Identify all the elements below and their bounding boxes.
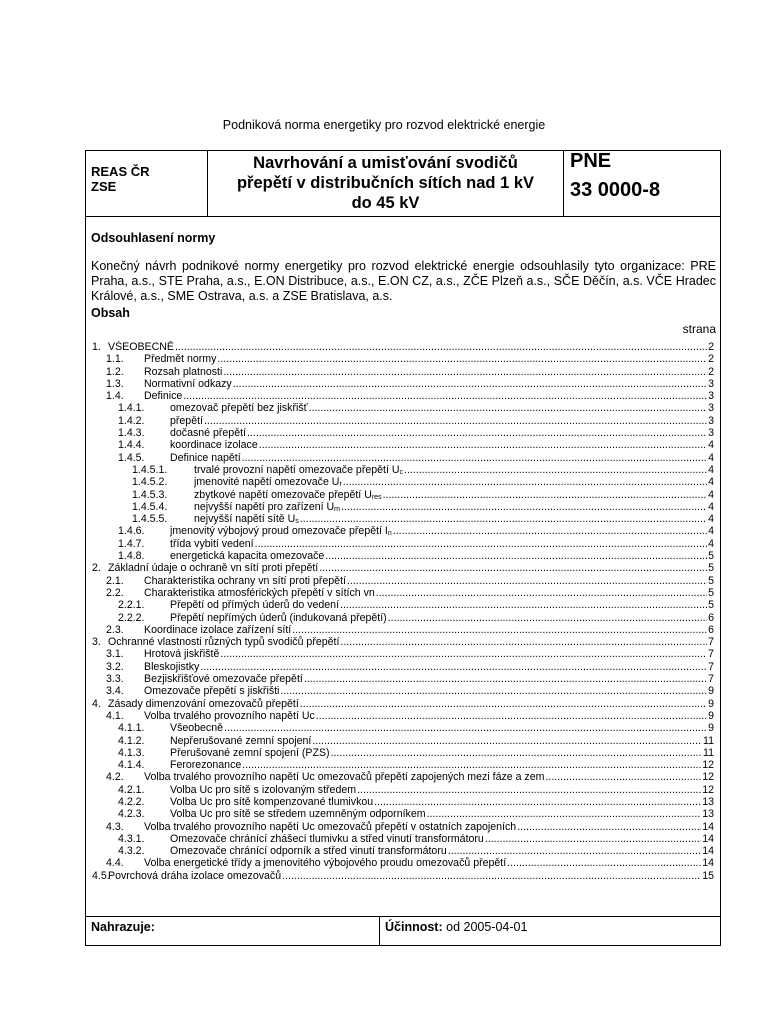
toc-entry-page: 15 [702, 869, 714, 882]
toc-entry-page: 7 [708, 673, 714, 686]
toc-entry-number: 2.1. [106, 574, 124, 587]
toc-entry-subscript: c [399, 468, 404, 476]
toc-entry-number: 2.2.2. [118, 611, 145, 624]
toc-entry-title-text: Zásady dimenzování omezovačů přepětí [108, 697, 299, 710]
toc-entry-number: 4.5. [92, 869, 110, 882]
toc-entry-title-text: zbytkové napětí omezovače přepětí U [194, 488, 372, 501]
toc-dot-leader [393, 525, 707, 537]
toc-entry-number: 4.1.4. [118, 759, 145, 772]
toc-entry-page: 9 [708, 685, 714, 698]
toc-entry-number: 1.4.4. [118, 439, 145, 452]
toc-entry-page: 5 [708, 586, 714, 599]
toc-entry-number: 1.4.5.5. [132, 513, 168, 526]
toc-entry-title-text: Volba trvalého provozního napětí Uc [144, 709, 315, 722]
toc-dot-leader [309, 402, 707, 414]
toc-entry-number: 4.1.2. [118, 734, 145, 747]
title-block [86, 151, 720, 217]
toc-entry-page: 4 [708, 525, 714, 538]
toc-dot-leader [448, 845, 701, 857]
toc-entry-title [170, 759, 242, 771]
toc-entry-page: 4 [708, 476, 714, 489]
toc-entry-title [144, 366, 223, 378]
toc-entry[interactable] [92, 673, 714, 685]
toc-entry-title-text: Všeobecně [170, 722, 224, 735]
table-of-contents [92, 341, 714, 882]
toc-entry-page: 7 [708, 648, 714, 661]
toc-entry-subscript: s [295, 518, 299, 526]
toc-entry-page: 4 [708, 488, 714, 501]
document-header-note: Podniková norma energetiky pro rozvod elektrické energie [222, 118, 546, 132]
toc-entry-title-text: trvalé provozní napětí omezovače přepětí U [194, 463, 400, 476]
toc-entry-title [170, 538, 255, 550]
toc-entry-number: 1.4.5.4. [132, 500, 168, 513]
toc-entry-number: 2.3. [106, 623, 124, 636]
toc-entry-page: 4 [708, 439, 714, 452]
pne-label: PNE [570, 150, 612, 172]
toc-dot-leader [376, 587, 707, 599]
toc-entry-title-text: Přerušované zemní spojení (PZS) [170, 746, 330, 759]
toc-dot-leader [242, 759, 701, 771]
toc-entry-title-text: Volba Uc pro sítě s izolovaným středem [170, 783, 357, 796]
toc-entry[interactable] [92, 747, 714, 759]
toc-entry-page: 13 [702, 795, 714, 808]
toc-entry[interactable] [92, 808, 714, 820]
toc-entry-title [170, 612, 388, 624]
toc-entry-title [144, 771, 545, 783]
toc-entry-title-text: Charakteristika ochrany vn sítí proti přepětí [144, 574, 346, 587]
toc-dot-leader [304, 673, 707, 685]
toc-entry-number: 4.2.2. [118, 795, 145, 808]
toc-entry[interactable] [92, 427, 714, 439]
toc-entry-title-text: jmenovité napětí omezovače U [194, 476, 340, 489]
toc-entry-title [194, 501, 341, 513]
toc-entry-title-text: Bleskojistky [144, 660, 200, 673]
toc-entry-number: 1. [92, 341, 101, 353]
toc-entry-title [144, 857, 507, 869]
organization-line-1: REAS ČR [91, 164, 150, 179]
toc-entry-subscript: m [334, 505, 340, 513]
toc-entry-subscript: r [339, 481, 342, 489]
toc-entry[interactable] [92, 833, 714, 845]
norm-cover-frame [85, 150, 721, 946]
toc-entry[interactable] [92, 452, 714, 464]
toc-entry[interactable] [92, 710, 714, 722]
pne-cell [564, 151, 720, 216]
toc-entry-title [108, 562, 319, 574]
toc-entry-number: 4.1.3. [118, 746, 145, 759]
toc-dot-leader [343, 476, 707, 488]
toc-dot-leader [485, 833, 701, 845]
toc-entry-title [170, 402, 309, 414]
toc-entry-number: 1.1. [106, 353, 124, 366]
toc-entry-number: 4.1.1. [118, 722, 145, 735]
toc-entry[interactable] [92, 353, 714, 365]
toc-entry-page: 3 [708, 427, 714, 440]
toc-entry[interactable] [92, 648, 714, 660]
toc-dot-leader [404, 464, 707, 476]
toc-entry-page: 12 [702, 783, 714, 796]
toc-entry[interactable] [92, 722, 714, 734]
toc-entry[interactable] [92, 784, 714, 796]
toc-entry-title [194, 464, 404, 476]
toc-entry-title [170, 845, 448, 857]
toc-entry-number: 4.3. [106, 820, 124, 833]
toc-entry-title-text: omezovač přepětí bez jiskřišť [170, 402, 308, 415]
toc-entry-page: 14 [702, 820, 714, 833]
toc-entry[interactable] [92, 390, 714, 402]
toc-entry-page: 13 [702, 808, 714, 821]
toc-entry-page: 3 [708, 402, 714, 415]
toc-entry-number: 4.1. [106, 709, 124, 722]
toc-dot-leader [175, 341, 707, 353]
toc-dot-leader [312, 735, 702, 747]
toc-dot-leader [282, 870, 701, 882]
toc-entry-page: 5 [708, 550, 714, 563]
toc-entry-title [144, 648, 220, 660]
contents-page-label: strana [682, 322, 716, 336]
toc-entry-title [170, 452, 242, 464]
toc-entry[interactable] [92, 599, 714, 611]
effective-value: od 2005-04-01 [446, 920, 528, 934]
toc-entry-title [170, 747, 331, 759]
toc-entry-page: 7 [708, 636, 714, 649]
toc-entry-title [144, 685, 280, 697]
toc-entry-page: 6 [708, 611, 714, 624]
toc-dot-leader [388, 612, 707, 624]
toc-dot-leader [347, 575, 707, 587]
toc-entry-title-text: Volba Uc pro sítě kompenzované tlumivkou [170, 795, 374, 808]
toc-entry-title-text: Přepětí od přímých úderů do vedení [170, 599, 340, 612]
toc-entry-title [170, 415, 204, 427]
toc-entry-title [170, 735, 312, 747]
toc-entry-page: 9 [708, 709, 714, 722]
toc-entry-number: 1.4.6. [118, 525, 145, 538]
toc-entry-title-text: Omezovače přepětí s jiskřišti [144, 685, 280, 698]
toc-entry[interactable] [92, 624, 714, 636]
toc-entry[interactable] [92, 771, 714, 783]
toc-dot-leader [247, 427, 707, 439]
toc-entry[interactable] [92, 870, 714, 882]
toc-entry-page: 3 [708, 390, 714, 403]
toc-entry-title-text: Definice [144, 390, 183, 403]
toc-dot-leader [319, 562, 707, 574]
effective-date [380, 917, 720, 945]
toc-entry[interactable] [92, 489, 714, 501]
toc-entry-title-text: Přepětí nepřímých úderů (indukovaná přepětí) [170, 611, 387, 624]
toc-entry-number: 1.4.5.2. [132, 476, 168, 489]
toc-dot-leader [259, 439, 707, 451]
toc-entry-number: 1.2. [106, 365, 124, 378]
toc-entry[interactable] [92, 464, 714, 476]
toc-entry-number: 2.2.1. [118, 599, 145, 612]
toc-entry-page: 11 [703, 746, 714, 759]
toc-entry-title-text: Omezovače chránící odporník a střed vinutí transformátoru [170, 845, 447, 858]
pne-number: 33 0000-8 [570, 179, 661, 201]
toc-entry-title [108, 698, 300, 710]
toc-dot-leader [331, 747, 702, 759]
toc-entry-title [170, 525, 393, 537]
toc-entry[interactable] [92, 415, 714, 427]
toc-entry-title-text: Bezjiskřišťové omezovače přepětí [144, 673, 303, 686]
toc-entry-number: 1.4.3. [118, 427, 145, 440]
toc-entry[interactable] [92, 685, 714, 697]
toc-entry[interactable] [92, 513, 714, 525]
toc-entry-page: 5 [708, 574, 714, 587]
toc-entry[interactable] [92, 796, 714, 808]
toc-entry[interactable] [92, 366, 714, 378]
toc-dot-leader [300, 513, 707, 525]
toc-entry-page: 7 [708, 660, 714, 673]
toc-entry-page: 3 [708, 377, 714, 390]
toc-dot-leader [545, 771, 701, 783]
toc-entry-number: 4. [92, 697, 101, 710]
toc-entry-title [144, 587, 376, 599]
toc-entry-title [108, 341, 175, 353]
document-title [208, 151, 564, 216]
toc-dot-leader [183, 390, 707, 402]
toc-entry-title-text: Volba energetické třídy a jmenovitého výbojového proudu omezovačů přepětí [144, 857, 507, 870]
toc-dot-leader [340, 636, 707, 648]
toc-entry-title-text: VŠEOBECNĚ [108, 341, 174, 353]
toc-entry-number: 2.2. [106, 586, 124, 599]
toc-entry-title-text: koordinace izolace [170, 439, 258, 452]
toc-entry-title-text: Omezovače chránící zhášecí tlumivku a střed vinutí transformátoru [170, 832, 484, 845]
toc-entry-number: 4.2. [106, 771, 124, 784]
organization-cell [86, 151, 208, 216]
toc-entry[interactable] [92, 636, 714, 648]
toc-entry[interactable] [92, 661, 714, 673]
toc-dot-leader [292, 624, 707, 636]
toc-entry-number: 1.4. [106, 390, 124, 403]
toc-entry-page: 4 [708, 537, 714, 550]
toc-entry-number: 3.3. [106, 673, 124, 686]
toc-entry[interactable] [92, 735, 714, 747]
toc-entry[interactable] [92, 341, 714, 353]
toc-entry-page: 5 [708, 599, 714, 612]
toc-dot-leader [217, 353, 707, 365]
toc-entry-number: 1.4.5.3. [132, 488, 168, 501]
toc-entry-title-text: Volba Uc pro sítě se středem uzemněným odporníkem [170, 808, 426, 821]
toc-entry-title-text: Nepřerušované zemní spojení [170, 734, 312, 747]
toc-entry-page: 12 [702, 759, 714, 772]
toc-entry-title-text: Koordinace izolace zařízení sítí [144, 623, 292, 636]
toc-dot-leader [427, 808, 702, 820]
toc-entry[interactable] [92, 575, 714, 587]
toc-entry[interactable] [92, 378, 714, 390]
toc-entry-title-text: Volba trvalého provozního napětí Uc omezovačů přepětí zapojených mezi fáze a zem [144, 771, 545, 784]
toc-entry-title [194, 476, 343, 488]
toc-entry[interactable] [92, 759, 714, 771]
toc-entry-title [144, 390, 183, 402]
toc-entry-number: 4.3.1. [118, 832, 145, 845]
organization-line-2: ZSE [91, 179, 117, 194]
toc-entry-subscript: res [371, 493, 382, 501]
toc-entry-title-text: Hrotová jiskřiště [144, 648, 220, 661]
toc-dot-leader [341, 501, 707, 513]
toc-entry[interactable] [92, 845, 714, 857]
toc-dot-leader [233, 378, 707, 390]
toc-entry-title [194, 489, 383, 501]
toc-entry-number: 3.1. [106, 648, 124, 661]
toc-entry-number: 1.4.2. [118, 414, 145, 427]
toc-dot-leader [200, 661, 707, 673]
toc-entry-title [170, 427, 247, 439]
toc-entry-title-text: Volba trvalého provozního napětí Uc omezovačů přepětí v ostatních zapojeních [144, 820, 517, 833]
toc-entry-title [170, 808, 427, 820]
toc-entry-title [194, 513, 300, 525]
toc-entry-number: 1.4.7. [118, 537, 145, 550]
toc-entry[interactable] [92, 538, 714, 550]
toc-dot-leader [374, 796, 701, 808]
toc-dot-leader [383, 489, 708, 501]
toc-entry-title [170, 439, 259, 451]
toc-entry-number: 1.3. [106, 377, 124, 390]
toc-dot-leader [517, 821, 701, 833]
toc-entry-title-text: Ochranné vlastnosti různých typů svodičů přepětí [108, 636, 340, 649]
toc-dot-leader [507, 857, 701, 869]
toc-entry-title-text: nejvyšší napětí pro zařízení U [194, 500, 335, 513]
toc-entry-page: 12 [702, 771, 714, 784]
footer-row [86, 916, 720, 945]
toc-entry-subscript: n [387, 530, 392, 538]
toc-entry-title [108, 870, 282, 882]
toc-entry-number: 3.2. [106, 660, 124, 673]
toc-dot-leader [242, 452, 707, 464]
toc-entry[interactable] [92, 476, 714, 488]
document-title-line-1: Navrhování a umisťování svodičů [253, 154, 518, 172]
toc-entry[interactable] [92, 402, 714, 414]
toc-entry[interactable] [92, 857, 714, 869]
toc-entry-page: 4 [708, 463, 714, 476]
toc-entry-page: 4 [708, 513, 714, 526]
toc-entry[interactable] [92, 612, 714, 624]
toc-entry-number: 4.4. [106, 857, 124, 870]
toc-entry-title-text: Ferorezonance [170, 759, 242, 772]
toc-dot-leader [224, 722, 707, 734]
toc-entry-title-text: třída vybití vedení [170, 537, 254, 550]
toc-dot-leader [325, 550, 707, 562]
toc-entry-number: 4.3.2. [118, 845, 145, 858]
toc-entry-title-text: dočasné přepětí [170, 427, 246, 440]
toc-entry-page: 6 [708, 623, 714, 636]
toc-entry-number: 3.4. [106, 685, 124, 698]
toc-dot-leader [280, 685, 707, 697]
toc-entry-title [144, 575, 347, 587]
toc-entry-title [144, 624, 292, 636]
toc-entry-page: 14 [702, 857, 714, 870]
toc-dot-leader [357, 784, 701, 796]
toc-entry-number: 2. [92, 562, 101, 575]
toc-entry-title-text: Předmět normy [144, 353, 217, 366]
toc-entry[interactable] [92, 587, 714, 599]
toc-entry-number: 4.2.3. [118, 808, 145, 821]
contents-heading: Obsah [91, 306, 130, 320]
toc-entry-title [144, 378, 233, 390]
toc-entry-page: 11 [703, 734, 714, 747]
toc-entry[interactable] [92, 821, 714, 833]
toc-entry-title [144, 661, 200, 673]
toc-entry-page: 9 [708, 697, 714, 710]
toc-entry-title [144, 673, 304, 685]
toc-entry-page: 5 [708, 562, 714, 575]
toc-entry[interactable] [92, 439, 714, 451]
toc-entry-title-text: Povrchová dráha izolace omezovačů [108, 869, 282, 882]
toc-dot-leader [316, 710, 707, 722]
toc-dot-leader [220, 648, 707, 660]
toc-entry-title-text: Rozsah platnosti [144, 365, 223, 378]
toc-entry-title [170, 722, 224, 734]
toc-entry-title [170, 599, 340, 611]
toc-entry-title [144, 710, 316, 722]
toc-entry-number: 1.4.5. [118, 451, 145, 464]
effective-label: Účinnost: [385, 920, 443, 934]
toc-entry-page: 14 [702, 832, 714, 845]
replaces-label: Nahrazuje: [86, 917, 380, 945]
toc-entry-number: 1.4.8. [118, 550, 145, 563]
toc-dot-leader [204, 415, 707, 427]
toc-entry[interactable] [92, 698, 714, 710]
toc-entry-page: 3 [708, 414, 714, 427]
toc-entry-title [144, 821, 517, 833]
toc-entry-number: 1.4.5.1. [132, 463, 168, 476]
toc-entry-page: 4 [708, 451, 714, 464]
toc-dot-leader [223, 366, 707, 378]
toc-entry-title-text: Charakteristika atmosférických přepětí v sítích vn [144, 586, 375, 599]
toc-dot-leader [300, 698, 707, 710]
toc-entry-page: 2 [708, 353, 714, 366]
toc-entry-title-text: Definice napětí [170, 451, 241, 464]
toc-entry[interactable] [92, 562, 714, 574]
toc-entry-page: 9 [708, 722, 714, 735]
toc-entry-title [170, 796, 374, 808]
toc-entry-number: 3. [92, 636, 101, 649]
toc-entry-title-text: přepětí [170, 414, 203, 427]
toc-entry-title-text: energetická kapacita omezovače [170, 550, 325, 563]
toc-entry-number: 4.2.1. [118, 783, 145, 796]
toc-entry-title-text: jmenovitý výbojový proud omezovače přepětí I [170, 525, 388, 538]
toc-entry-title [170, 550, 325, 562]
toc-dot-leader [255, 538, 707, 550]
toc-entry-title-text: Normativní odkazy [144, 377, 232, 390]
toc-entry[interactable] [92, 525, 714, 537]
toc-entry-title [170, 784, 357, 796]
toc-entry-page: 2 [708, 365, 714, 378]
approval-heading: Odsouhlasení normy [91, 231, 216, 245]
document-title-line-2: přepětí v distribučních sítích nad 1 kV [236, 174, 535, 192]
approval-text: Konečný návrh podnikové normy energetiky pro rozvod elektrické energie odsouhlasily tyto organizace: PRE Praha, a.s., STE Praha, a.s., E.ON Distribuce, a.s., E.ON CZ, a.s., ZČE Plzeň a.s., SČE Děčín, a.s. VČE Hradec Králové, a.s., SME Ostrava, a.s. a ZSE Bratislava, a.s. [91, 259, 716, 303]
toc-entry-title [144, 353, 217, 365]
toc-entry-page: 2 [708, 341, 714, 353]
toc-entry-title-text: nejvyšší napětí sítě U [194, 513, 296, 526]
toc-entry-title-text: Základní údaje o ochraně vn sítí proti přepětí [108, 562, 319, 575]
toc-entry-page: 4 [708, 500, 714, 513]
toc-entry-title [108, 636, 340, 648]
toc-entry[interactable] [92, 501, 714, 513]
document-title-line-3: do 45 kV [351, 194, 420, 212]
toc-entry-title [170, 833, 485, 845]
toc-dot-leader [340, 599, 707, 611]
toc-entry-number: 1.4.1. [118, 402, 145, 415]
toc-entry-page: 14 [702, 845, 714, 858]
toc-entry[interactable] [92, 550, 714, 562]
